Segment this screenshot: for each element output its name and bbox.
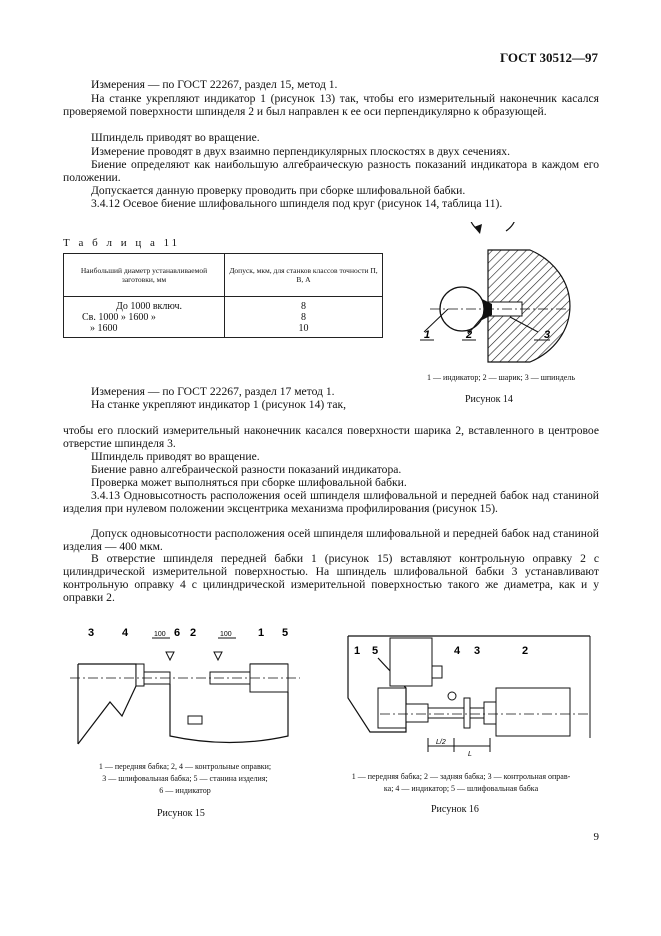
paragraph: В отверстие шпинделя передней бабки 1 (рисунок 15) вставляют контрольную оправку 2 с цилиндрической измерительной поверхностью. На шпиндель шлифовальной бабки 3 устанавливают контрольную оправку 4 с цилиндрической измерительной поверхностью такого же диаметра, как и у оправки 2.: [63, 552, 599, 604]
fig15-legend: [70, 761, 300, 797]
fig14-label: 3: [544, 329, 551, 341]
fig15-label: 3: [88, 627, 95, 639]
table-cell: До 1000 включ.: [116, 301, 183, 312]
page-number: 9: [593, 831, 599, 843]
standard-header: ГОСТ 30512—97: [499, 50, 598, 65]
table-cell: 8: [301, 301, 306, 312]
figure-14-drawing: [410, 222, 600, 372]
fig15-dim: 100: [220, 631, 232, 638]
fig15-label: 5: [282, 627, 289, 639]
table-header-diameter: Наибольший диаметр устанавливаемой заготовки, мм: [64, 254, 225, 297]
paragraph: На станке укрепляют индикатор 1 (рисунок 13) так, чтобы его измерительный наконечник касался проверяемой поверхности шпинделя 2 и был направлен к ее оси перпендикулярно к образующей.: [63, 92, 599, 118]
fig16-dim: L: [468, 751, 472, 758]
table-caption: Т а б л и ц а 11: [63, 237, 181, 249]
paragraph: Измерения — по ГОСТ 22267, раздел 15, метод 1.: [91, 78, 338, 91]
paragraph: Проверка может выполняться при сборке шлифовальной бабки.: [91, 476, 407, 489]
paragraph: 3.4.13 Одновысотность расположения осей шпинделя шлифовальной и передней бабок над станиной изделия при нулевом положении эксцентрика механизма профилирования (рисунок 15).: [63, 489, 599, 515]
fig15-legend-line: 6 — индикатор: [159, 786, 211, 795]
paragraph: Допуск одновысотности расположения осей шпинделя шлифовальной и передней бабок над станиной изделия — 400 мкм.: [63, 527, 599, 553]
fig15-dim: 100: [154, 631, 166, 638]
figure-15-drawing: [70, 624, 300, 764]
fig14-label: 2: [466, 329, 473, 341]
paragraph: Шпиндель приводят во вращение.: [91, 131, 260, 144]
paragraph: Шпиндель приводят во вращение.: [91, 450, 260, 463]
fig16-label: 2: [522, 645, 529, 657]
tolerance-table: [63, 253, 383, 338]
fig14-label: 1: [424, 329, 431, 341]
fig16-label: 4: [454, 645, 461, 657]
fig14-title: Рисунок 14: [465, 394, 513, 405]
fig16-legend-line: ка; 4 — индикатор; 5 — шлифовальная бабка: [383, 784, 539, 793]
table-cell: 8: [301, 312, 306, 323]
fig16-title: Рисунок 16: [431, 804, 479, 815]
fig15-legend-line: 3 — шлифовальная бабка; 5 — станина изделия;: [102, 774, 268, 783]
paragraph: Допускается данную проверку проводить при сборке шлифовальной бабки.: [91, 184, 466, 197]
figure-16-drawing: [340, 628, 600, 768]
paragraph: 3.4.12 Осевое биение шлифовального шпинделя под круг (рисунок 14, таблица 11).: [91, 197, 503, 210]
paragraph: Измерения — по ГОСТ 22267, раздел 17 метод 1.: [91, 385, 335, 398]
table-header-tolerance: Допуск, мкм, для станков классов точности П, В, А: [225, 254, 383, 297]
paragraph: Биение равно алгебраической разности показаний индикатора.: [91, 463, 402, 476]
fig14-legend: 1 — индикатор; 2 — шарик; 3 — шпиндель: [426, 373, 575, 382]
fig15-label: 2: [190, 627, 197, 639]
fig16-legend-line: 1 — передняя бабка; 2 — задняя бабка; 3 — контрольная оправ-: [351, 772, 571, 781]
fig15-label: 4: [122, 627, 129, 639]
paragraph: Биение определяют как наибольшую алгебраическую разность показаний индикатора в каждом его положении.: [63, 158, 599, 184]
table-cell: 10: [298, 323, 309, 334]
fig15-label: 6: [174, 627, 181, 639]
paragraph: На станке укрепляют индикатор 1 (рисунок 14) так,: [91, 398, 347, 411]
table-cell: Св. 1000 » 1600 »: [82, 312, 156, 323]
fig16-label: 5: [372, 645, 379, 657]
fig16-dim: L/2: [436, 739, 446, 746]
fig16-legend: [318, 771, 604, 795]
fig15-label: 1: [258, 627, 265, 639]
fig16-label: 1: [354, 645, 361, 657]
paragraph: Измерение проводят в двух взаимно перпендикулярных плоскостях в двух сечениях.: [91, 145, 511, 158]
paragraph: чтобы его плоский измерительный наконечник касался поверхности шарика 2, вставленного в центровое отверстие шпинделя 3.: [63, 424, 599, 450]
table-cell: » 1600: [90, 323, 118, 334]
fig16-label: 3: [474, 645, 481, 657]
fig15-legend-line: 1 — передняя бабка; 2, 4 — контрольные оправки;: [98, 762, 272, 771]
fig15-title: Рисунок 15: [157, 808, 205, 819]
